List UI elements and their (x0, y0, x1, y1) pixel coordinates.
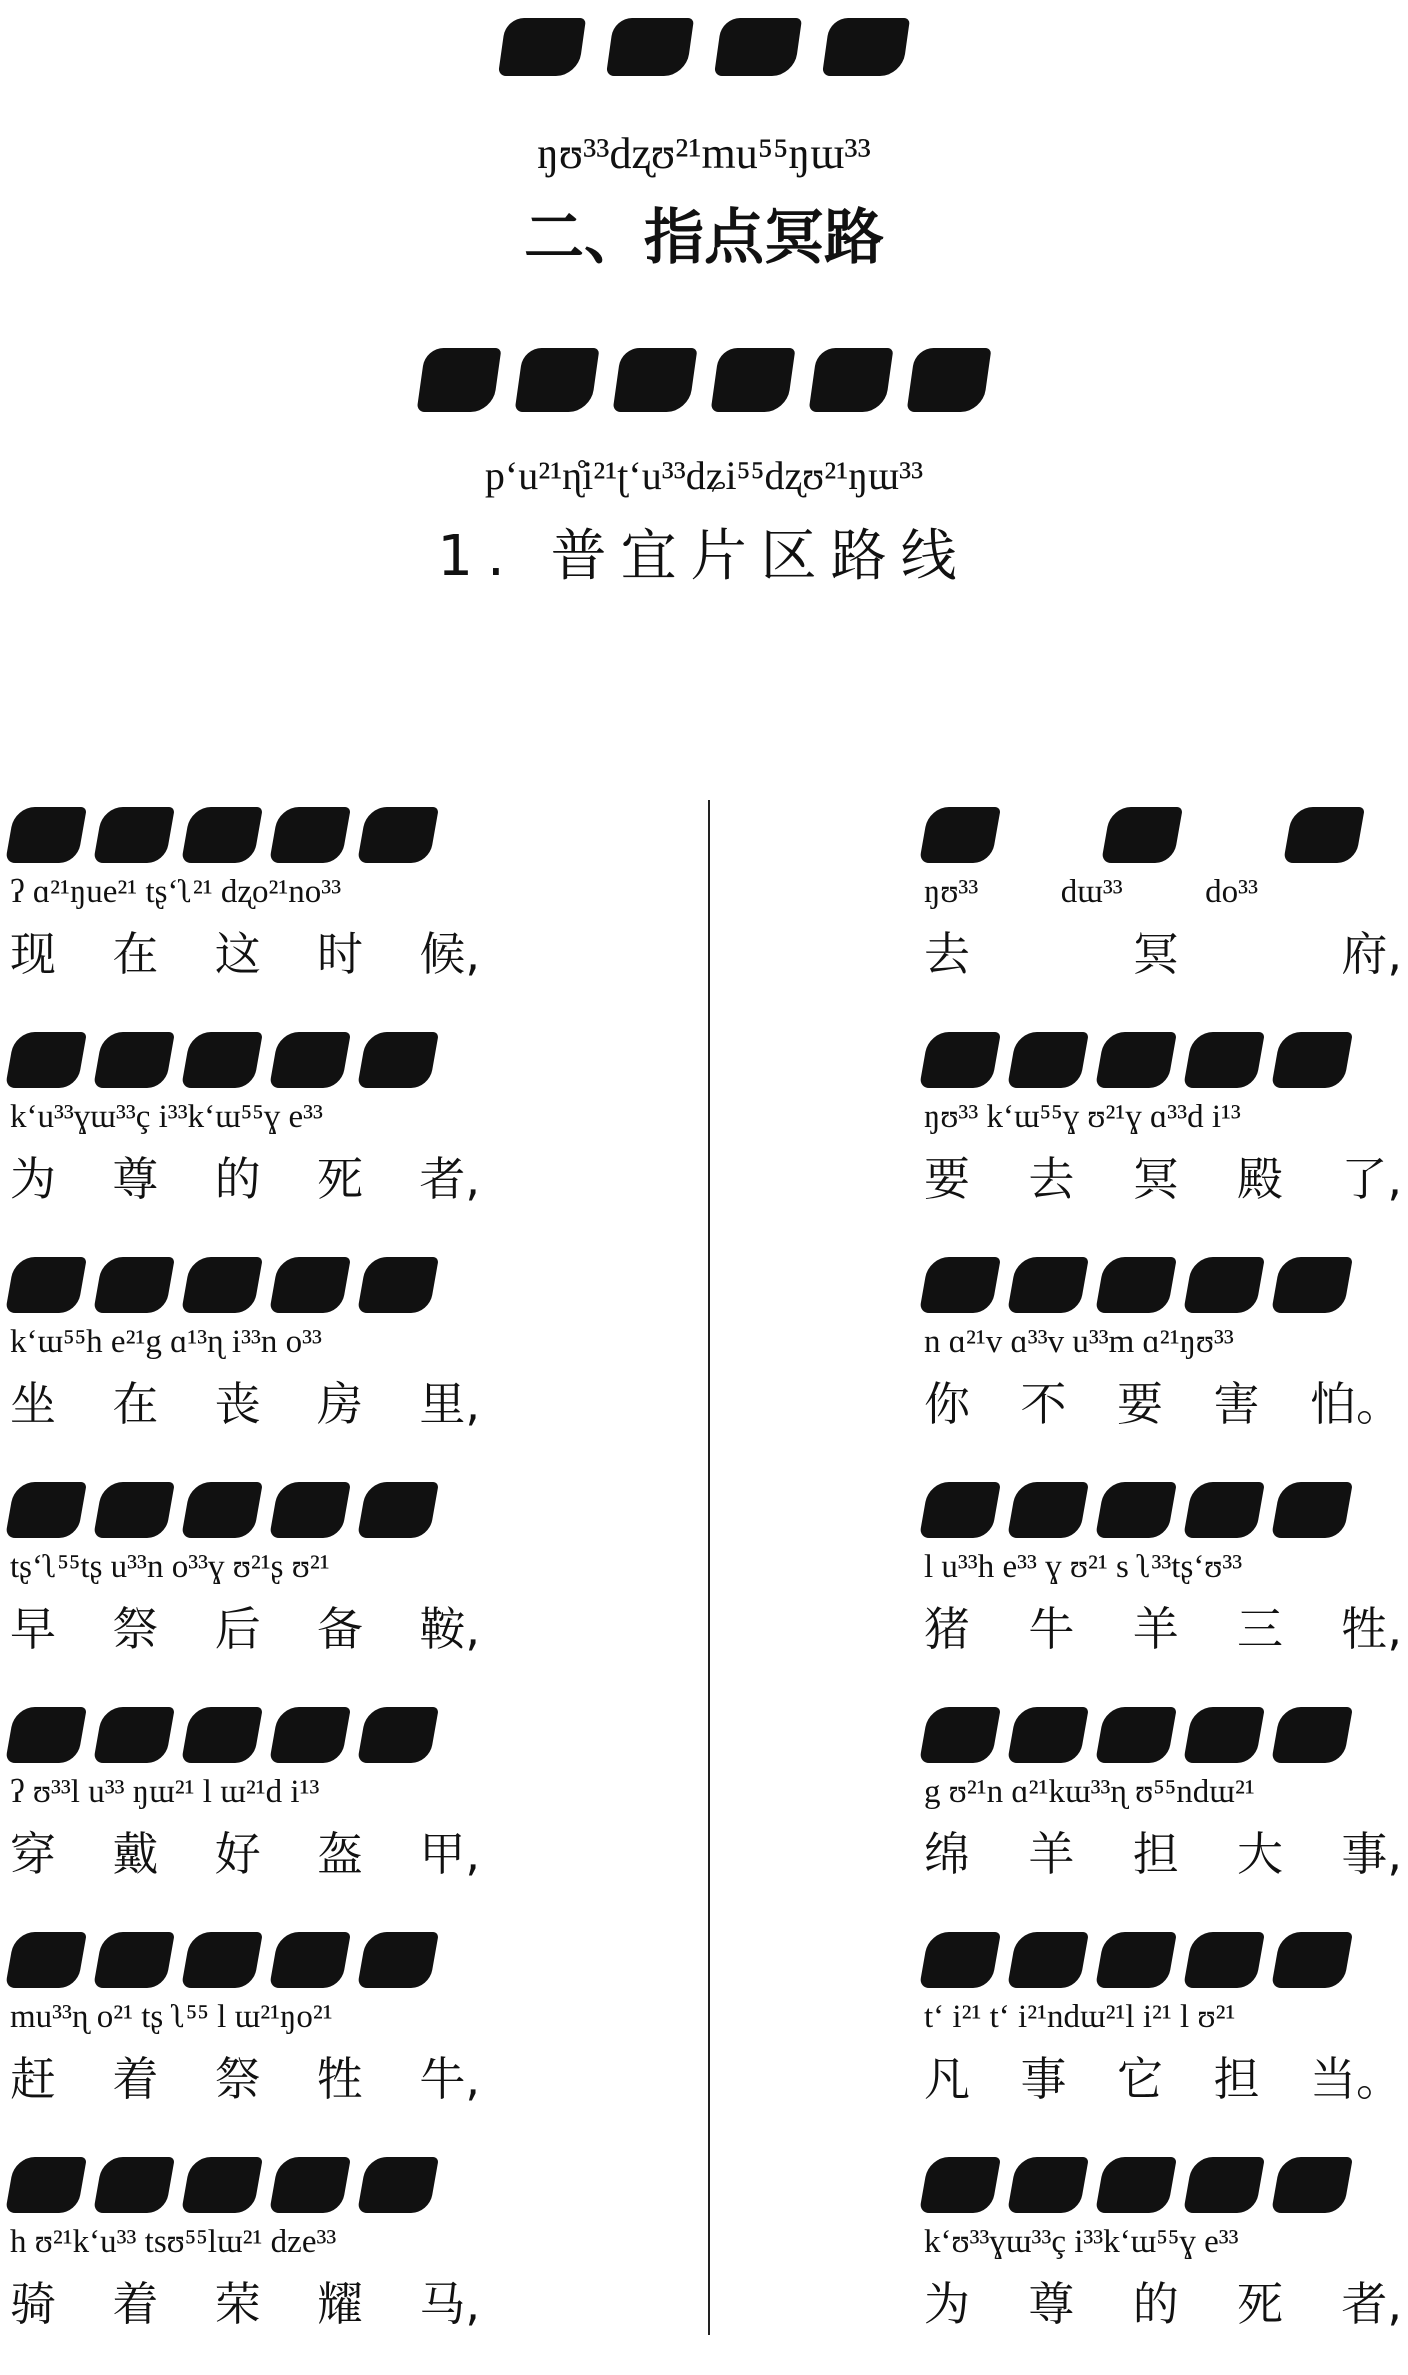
yi-glyph (357, 2157, 439, 2213)
yi-glyph (1183, 1257, 1265, 1313)
verse-left-1 (10, 800, 480, 1025)
yi-line (10, 1700, 434, 1770)
yi-glyph (93, 1482, 175, 1538)
cn-char: 着 (112, 2277, 159, 2331)
chinese-line (924, 1593, 1402, 1659)
yi-line (10, 800, 434, 870)
cn-char: 的 (1132, 2277, 1179, 2331)
cn-char: 好 (214, 1827, 261, 1881)
cn-char: 事 (1020, 2052, 1067, 2106)
cn-char: 羊 (1028, 1827, 1075, 1881)
cn-char: 不 (1020, 1377, 1067, 1431)
yi-glyph (1007, 1032, 1089, 1088)
yi-glyph (919, 1032, 1001, 1088)
yi-line (924, 1700, 1348, 1770)
subtitle-phonetic: p‘u²¹ɳ̊i²¹ʈ‘u³³dʑi⁵⁵dʐʊ²¹ŋɯ³³ (484, 453, 924, 498)
title-phonetic: ŋʊ³³dʐʊ²¹mu⁵⁵ŋɯ³³ (537, 129, 871, 178)
cn-char: 冥 (1132, 1152, 1179, 1206)
yi-glyph (613, 348, 698, 412)
yi-glyph (93, 1032, 175, 1088)
cn-char: 在 (112, 927, 159, 981)
yi-glyph (1183, 1707, 1265, 1763)
chinese-line (10, 1368, 480, 1434)
yi-glyph (919, 807, 1001, 863)
verse-right-7 (924, 2150, 1402, 2375)
cn-char: 牲, (1341, 1602, 1402, 1656)
cn-char: 戴 (112, 1827, 159, 1881)
yi-glyph (1271, 2157, 1353, 2213)
cn-char: 骑 (10, 2277, 56, 2331)
yi-glyph (1007, 1932, 1089, 1988)
yi-glyph (417, 348, 502, 412)
cn-char: 去 (1028, 1152, 1075, 1206)
cn-char: 甲, (419, 1827, 480, 1881)
chinese-line (10, 2043, 480, 2109)
yi-glyph (93, 807, 175, 863)
yi-glyph (919, 1707, 1001, 1763)
yi-glyph (357, 1257, 439, 1313)
cn-char: 去 (924, 927, 970, 981)
cn-char: 这 (214, 927, 261, 981)
verse-right-2 (924, 1025, 1402, 1250)
verse-left-7 (10, 2150, 480, 2375)
yi-glyph (1007, 1707, 1089, 1763)
cn-char: 死 (1237, 2277, 1284, 2331)
yi-line (10, 1025, 434, 1095)
yi-glyph (515, 348, 600, 412)
yi-line (10, 1475, 434, 1545)
cn-char: 荣 (214, 2277, 261, 2331)
cn-char: 着 (112, 2052, 159, 2106)
yi-glyph (1183, 1032, 1265, 1088)
yi-glyph (711, 348, 796, 412)
yi-glyph (919, 1932, 1001, 1988)
yi-glyph (269, 2157, 351, 2213)
yi-glyph (269, 1707, 351, 1763)
yi-glyph (1271, 1707, 1353, 1763)
verse-right-3 (924, 1250, 1402, 1475)
yi-line (924, 1475, 1348, 1545)
cn-char: 者, (419, 1152, 480, 1206)
cn-char: 尊 (1028, 2277, 1075, 2331)
yi-glyph (5, 2157, 87, 2213)
yi-glyph (1183, 1932, 1265, 1988)
verse-left-4 (10, 1475, 480, 1700)
yi-glyph (1007, 2157, 1089, 2213)
yi-glyph (357, 1482, 439, 1538)
cn-char: 早 (10, 1602, 56, 1656)
yi-glyph (1101, 807, 1183, 863)
yi-glyph (181, 1707, 263, 1763)
yi-line (924, 1925, 1348, 1995)
chinese-line (924, 2043, 1402, 2109)
cn-char: 牛, (419, 2052, 480, 2106)
yi-glyph (919, 1257, 1001, 1313)
chinese-line (924, 2268, 1402, 2334)
yi-glyph (93, 2157, 175, 2213)
verse-left-6 (10, 1925, 480, 2150)
phonetic-line: n ɑ²¹v ɑ³³v u³³m ɑ²¹ŋʊ³³ (924, 1324, 1234, 1360)
cn-char: 现 (10, 927, 56, 981)
yi-glyph (357, 1032, 439, 1088)
yi-glyph (1183, 1482, 1265, 1538)
phonetic-line: k‘ʊ³³ɣɯ³³ç i³³k‘ɯ⁵⁵ɣ e³³ (924, 2224, 1239, 2260)
yi-glyph (809, 348, 894, 412)
title-chinese: 二、指点冥路 (524, 203, 884, 273)
verse-right-5 (924, 1700, 1402, 1925)
cn-char: 为 (924, 2277, 970, 2331)
yi-glyph (822, 18, 910, 76)
yi-glyph (1271, 1482, 1353, 1538)
yi-glyph (606, 18, 694, 76)
cn-char: 房 (317, 1377, 364, 1431)
yi-glyph (5, 1257, 87, 1313)
verse-right-6 (924, 1925, 1402, 2150)
verse-left-3 (10, 1250, 480, 1475)
yi-line (924, 2150, 1348, 2220)
cn-char: 里, (419, 1377, 480, 1431)
yi-glyph (1271, 1032, 1353, 1088)
cn-char: 鞍, (419, 1602, 480, 1656)
chinese-line (10, 1593, 480, 1659)
phonetic-line: ʔ ʊ³³l u³³ ŋɯ²¹ l ɯ²¹d i¹³ (10, 1774, 320, 1810)
chinese-line (10, 1818, 480, 1884)
yi-glyph (1183, 2157, 1265, 2213)
cn-char: 为 (10, 1152, 56, 1206)
cn-char: 猪 (924, 1602, 970, 1656)
cn-char: 绵 (924, 1827, 970, 1881)
yi-glyph (93, 1257, 175, 1313)
phonetic-line: k‘u³³ɣɯ³³ç i³³k‘ɯ⁵⁵ɣ e³³ (10, 1099, 323, 1135)
cn-char: 祭 (112, 1602, 159, 1656)
chinese-line (10, 918, 480, 984)
yi-glyph (1007, 1482, 1089, 1538)
yi-glyph (5, 1932, 87, 1988)
cn-char: 死 (317, 1152, 364, 1206)
yi-glyph (919, 1482, 1001, 1538)
yi-glyph (1095, 1932, 1177, 1988)
chinese-line (924, 1143, 1402, 1209)
cn-char: 后 (214, 1602, 261, 1656)
cn-char: 备 (317, 1602, 364, 1656)
yi-glyph (1007, 1257, 1089, 1313)
cn-char: 尊 (112, 1152, 159, 1206)
yi-glyph (357, 1932, 439, 1988)
cn-char: 怕。 (1310, 1377, 1402, 1431)
yi-glyph (1095, 1032, 1177, 1088)
phonetic-line: ʔ ɑ²¹ŋue²¹ tʂ‘ʅ²¹ dʐo²¹no³³ (10, 874, 342, 910)
yi-glyph (181, 1932, 263, 1988)
verse-left-5 (10, 1700, 480, 1925)
phonetic-line: h ʊ²¹k‘u³³ tsʊ⁵⁵lɯ²¹ dze³³ (10, 2224, 337, 2260)
cn-char: 要 (924, 1152, 970, 1206)
cn-char: 时 (317, 927, 364, 981)
yi-glyph (181, 1032, 263, 1088)
cn-char: 府, (1341, 927, 1402, 981)
cn-char: 事, (1341, 1827, 1402, 1881)
yi-glyph (269, 1932, 351, 1988)
yi-glyph (5, 1482, 87, 1538)
cn-char: 羊 (1132, 1602, 1179, 1656)
cn-char: 牲 (317, 2052, 364, 2106)
phonetic-line: ŋʊ³³ dɯ³³ do³³ (924, 874, 1258, 910)
yi-glyph (1095, 1482, 1177, 1538)
cn-char: 了, (1341, 1152, 1402, 1206)
yi-glyph (5, 1032, 87, 1088)
subtitle-chinese: 1. 普宜片区路线 (437, 524, 971, 589)
yi-glyph (1095, 1707, 1177, 1763)
yi-glyph (93, 1707, 175, 1763)
verse-right-4 (924, 1475, 1402, 1700)
yi-glyph (919, 2157, 1001, 2213)
yi-line (10, 2150, 434, 2220)
yi-line (924, 1025, 1348, 1095)
chinese-line (10, 2268, 480, 2334)
phonetic-line: k‘ɯ⁵⁵h e²¹g ɑ¹³ɳ i³³n o³³ (10, 1324, 322, 1360)
cn-char: 大 (1237, 1827, 1284, 1881)
phonetic-line: g ʊ²¹n ɑ²¹kɯ³³ɳ ʊ⁵⁵ndɯ²¹ (924, 1774, 1255, 1810)
cn-char: 凡 (924, 2052, 970, 2106)
yi-glyph (1271, 1932, 1353, 1988)
cn-char: 候, (419, 927, 480, 981)
yi-glyph (181, 2157, 263, 2213)
cn-char: 冥 (1132, 927, 1179, 981)
cn-char: 害 (1213, 1377, 1260, 1431)
cn-char: 的 (214, 1152, 261, 1206)
yi-glyph (93, 1932, 175, 1988)
cn-char: 赶 (10, 2052, 56, 2106)
cn-char: 当。 (1310, 2052, 1402, 2106)
cn-char: 坐 (10, 1377, 56, 1431)
cn-char: 殿 (1237, 1152, 1284, 1206)
cn-char: 三 (1237, 1602, 1284, 1656)
yi-glyph (5, 807, 87, 863)
yi-glyph (269, 1032, 351, 1088)
yi-glyph (357, 807, 439, 863)
yi-glyph (5, 1707, 87, 1763)
chinese-line (924, 1818, 1402, 1884)
cn-char: 盔 (317, 1827, 364, 1881)
yi-glyph (357, 1707, 439, 1763)
yi-glyph (181, 1257, 263, 1313)
yi-glyph (1283, 807, 1365, 863)
yi-glyph (907, 348, 992, 412)
verse-right-1 (924, 800, 1402, 1025)
cn-char: 在 (112, 1377, 159, 1431)
yi-line (10, 1250, 434, 1320)
cn-char: 牛 (1028, 1602, 1075, 1656)
phonetic-line: t‘ i²¹ t‘ i²¹ndɯ²¹l i²¹ l ʊ²¹ (924, 1999, 1236, 2035)
chinese-line (924, 1368, 1402, 1434)
cn-char: 担 (1213, 2052, 1260, 2106)
cn-char: 丧 (214, 1377, 261, 1431)
cn-char: 马, (419, 2277, 480, 2331)
yi-glyph (1271, 1257, 1353, 1313)
cn-char: 它 (1117, 2052, 1163, 2106)
yi-line (10, 1925, 434, 1995)
yi-glyph (269, 807, 351, 863)
yi-title-glyphs (0, 18, 1408, 76)
yi-glyph (714, 18, 802, 76)
column-divider (708, 800, 710, 2335)
phonetic-line: tʂ‘ʅ⁵⁵tʂ u³³n o³³ɣ ʊ²¹ʂ ʊ²¹ (10, 1549, 330, 1585)
yi-glyph (1095, 1257, 1177, 1313)
cn-char: 要 (1117, 1377, 1163, 1431)
yi-line (924, 800, 1360, 870)
phonetic-line: ŋʊ³³ k‘ɯ⁵⁵ɣ ʊ²¹ɣ ɑ³³d i¹³ (924, 1099, 1241, 1135)
phonetic-line: l u³³h e³³ ɣ ʊ²¹ s ʅ³³tʂ‘ʊ³³ (924, 1549, 1243, 1585)
yi-line (924, 1250, 1348, 1320)
cn-char: 你 (924, 1377, 970, 1431)
cn-char: 者, (1341, 2277, 1402, 2331)
cn-char: 耀 (317, 2277, 364, 2331)
chinese-line (10, 1143, 480, 1209)
phonetic-line: mu³³ɳ o²¹ tʂ ʅ⁵⁵ l ɯ²¹ŋo²¹ (10, 1999, 333, 2035)
yi-glyph (498, 18, 586, 76)
chinese-line (924, 918, 1402, 984)
yi-glyph (1095, 2157, 1177, 2213)
yi-glyph (181, 1482, 263, 1538)
yi-glyph (269, 1257, 351, 1313)
cn-char: 担 (1132, 1827, 1179, 1881)
yi-glyph (181, 807, 263, 863)
cn-char: 祭 (214, 2052, 261, 2106)
cn-char: 穿 (10, 1827, 56, 1881)
yi-glyph (269, 1482, 351, 1538)
verse-left-2 (10, 1025, 480, 1250)
yi-subtitle-glyphs (0, 348, 1408, 412)
